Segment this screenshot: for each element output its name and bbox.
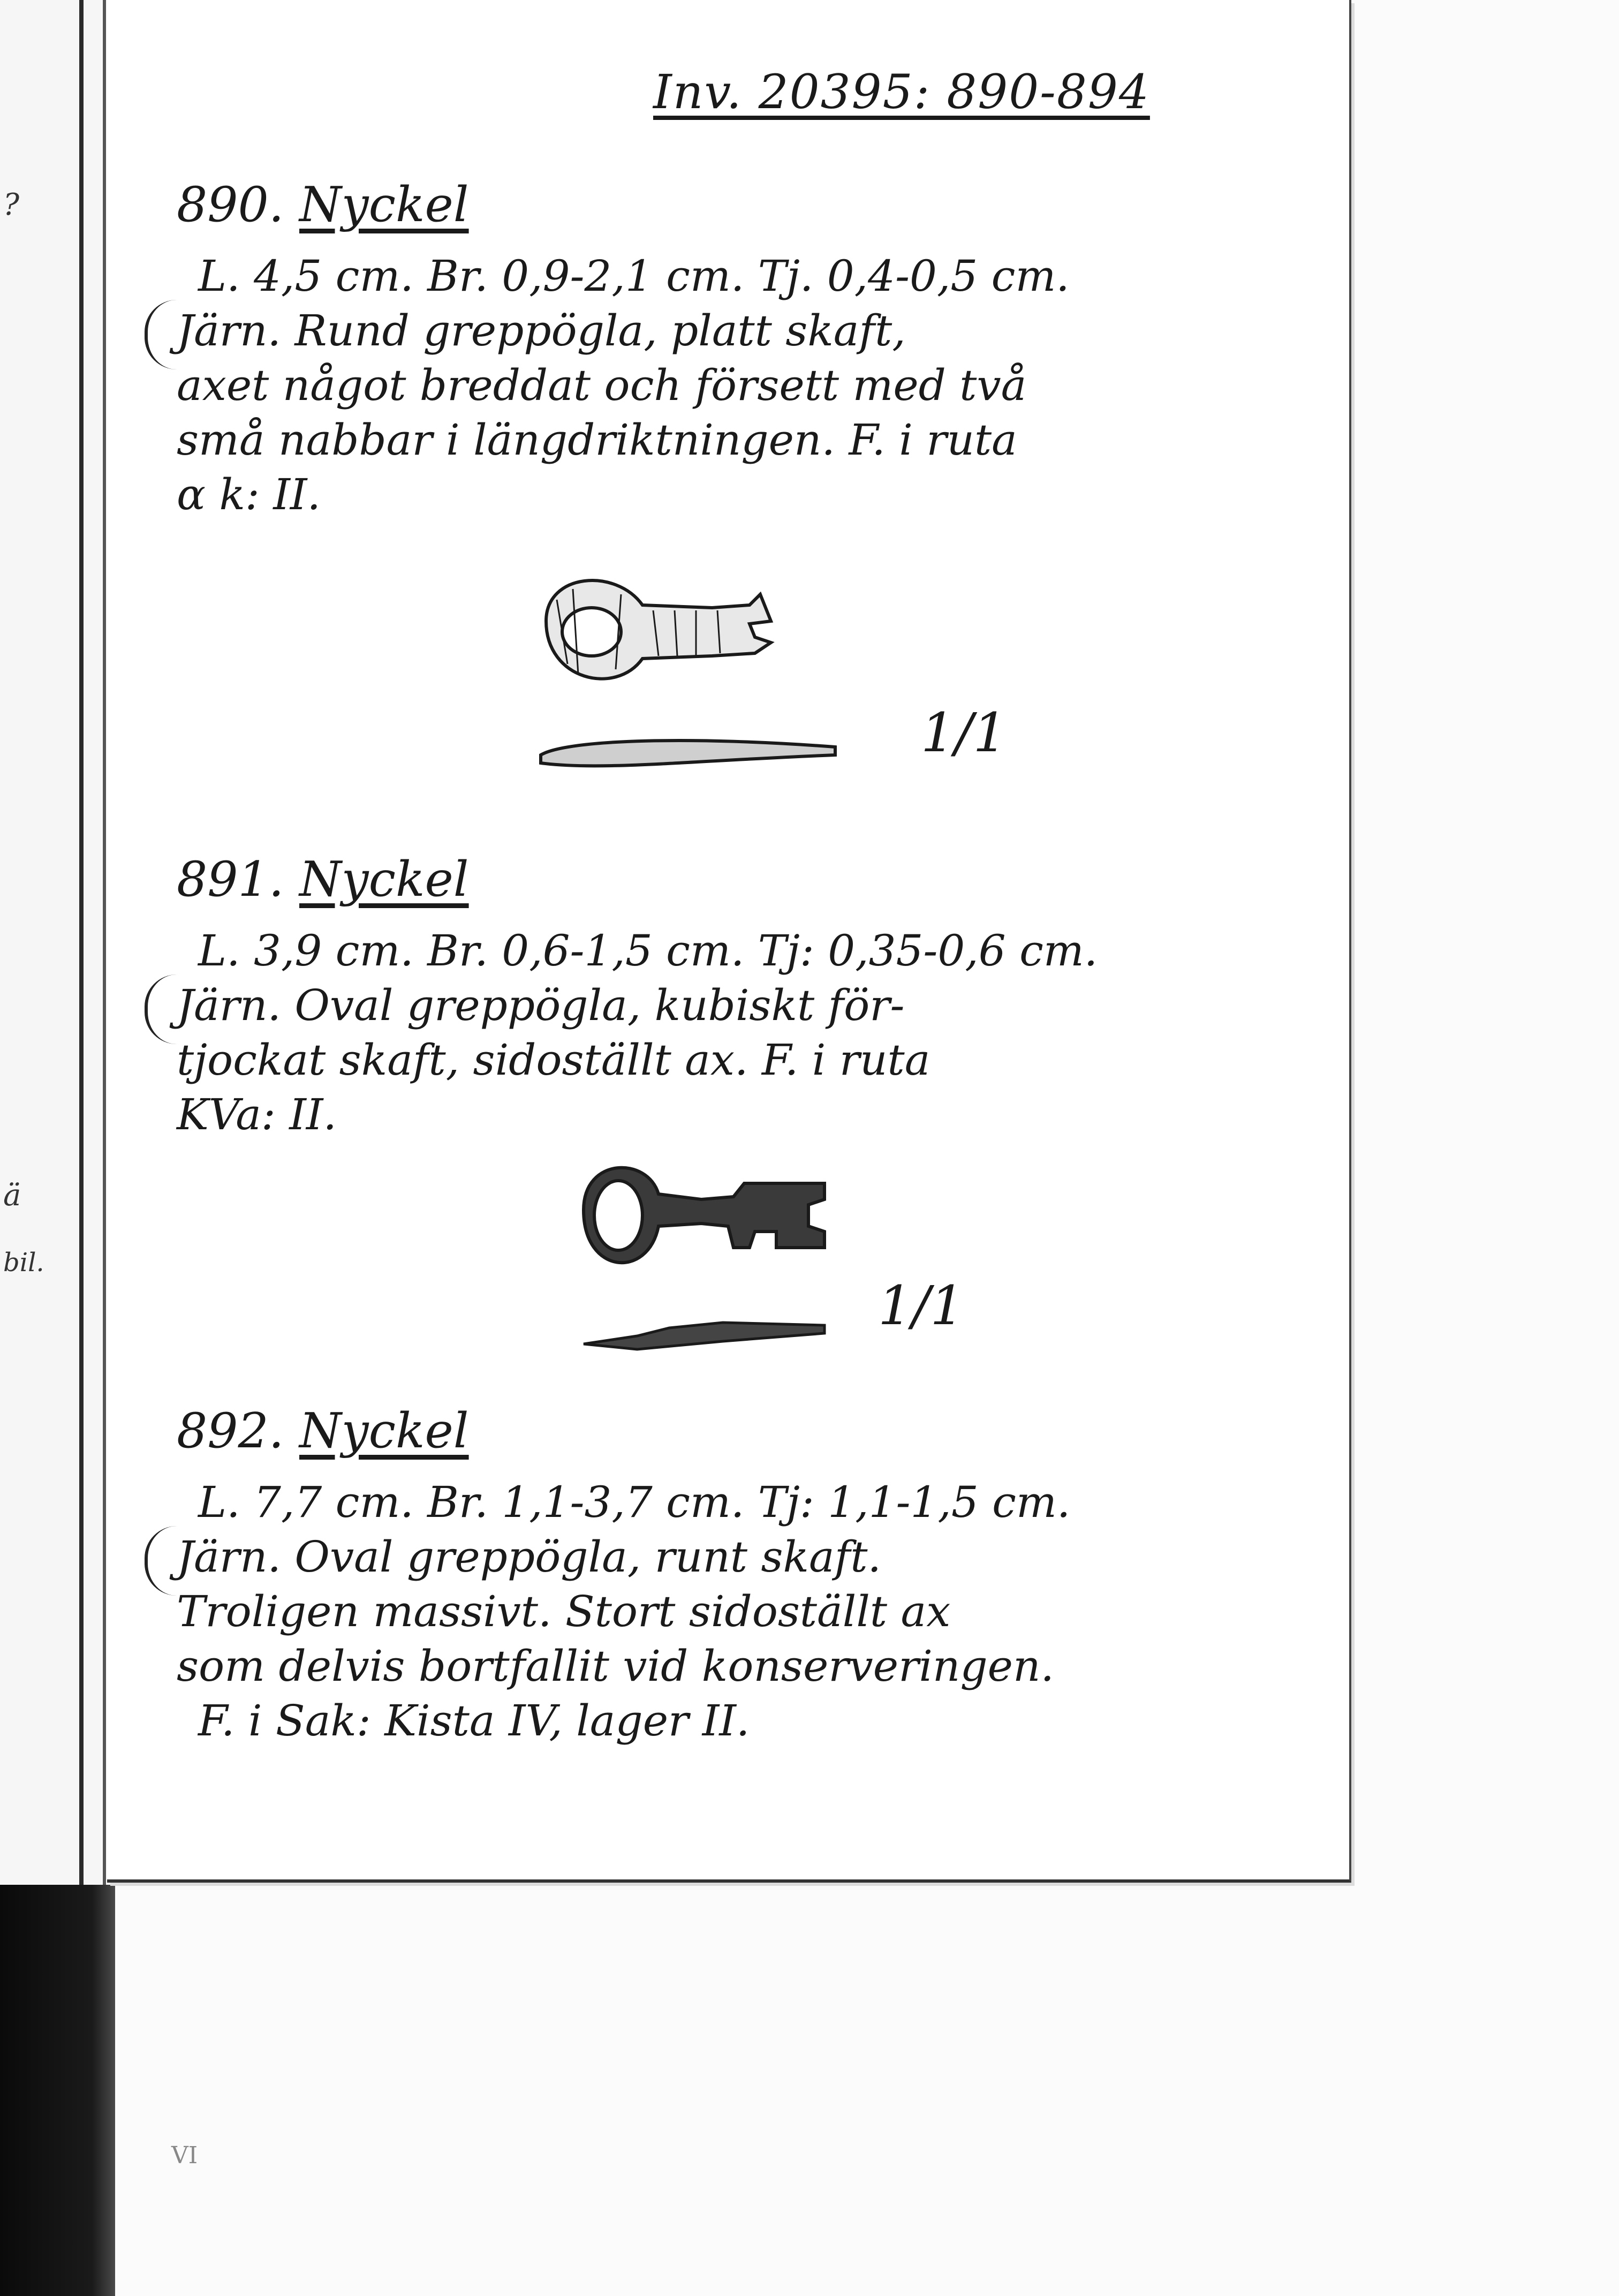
entry-title: Nyckel [299,851,469,908]
inventory-number: Inv. 20395: 890-894 [653,64,1150,119]
edge-mark: ä [3,1178,21,1213]
entry-line: L. 3,9 cm. Br. 0,6-1,5 cm. Tj: 0,35-0,6 cm. [198,926,1098,976]
entry-line: små nabbar i längdriktningen. F. i ruta [177,415,1017,465]
scale-note: 1/1 [921,701,1007,764]
entry-number: 890. [177,177,284,233]
entry-line: L. 7,7 cm. Br. 1,1-3,7 cm. Tj: 1,1-1,5 cm. [198,1477,1071,1527]
key-891-drawing [573,1146,851,1360]
entry-line: Järn. Rund greppögla, platt skaft, [177,306,906,356]
entry-line: α k: II. [177,470,321,519]
entry-number: 892. [177,1403,284,1459]
entry-line: Troligen massivt. Stort sidoställt ax [177,1587,951,1636]
entry-heading [177,851,1221,908]
spine-line [103,0,106,1885]
entry-title: Nyckel [299,177,469,233]
edge-mark: ? [3,187,20,222]
entry-line: L. 4,5 cm. Br. 0,9-2,1 cm. Tj. 0,4-0,5 cm. [198,251,1070,301]
entry-heading [177,177,1221,233]
entry-line: Järn. Oval greppögla, kubiskt för- [177,980,905,1030]
entry-line: Järn. Oval greppögla, runt skaft. [177,1532,881,1582]
entry-line: KVa: II. [177,1090,337,1139]
entry-891 [177,851,1221,1142]
entry-line: som delvis bortfallit vid konserveringen. [177,1641,1054,1691]
entry-892 [177,1403,1221,1748]
scale-note: 1/1 [878,1274,964,1337]
entry-line: tjockat skaft, sidoställt ax. F. i ruta [177,1035,930,1085]
entry-number: 891. [177,851,284,908]
page-mark: VI [171,2142,198,2169]
entry-line: axet något breddat och försett med två [177,360,1027,410]
entry-heading [177,1403,1221,1459]
entry-title: Nyckel [299,1403,469,1459]
key-890-drawing [535,557,867,782]
edge-mark: bil. [3,1248,44,1278]
entry-890 [177,177,1221,522]
entry-line: F. i Sak: Kista IV, lager II. [198,1696,750,1746]
spine-line [79,0,84,1885]
binding-shadow [0,1885,115,2296]
